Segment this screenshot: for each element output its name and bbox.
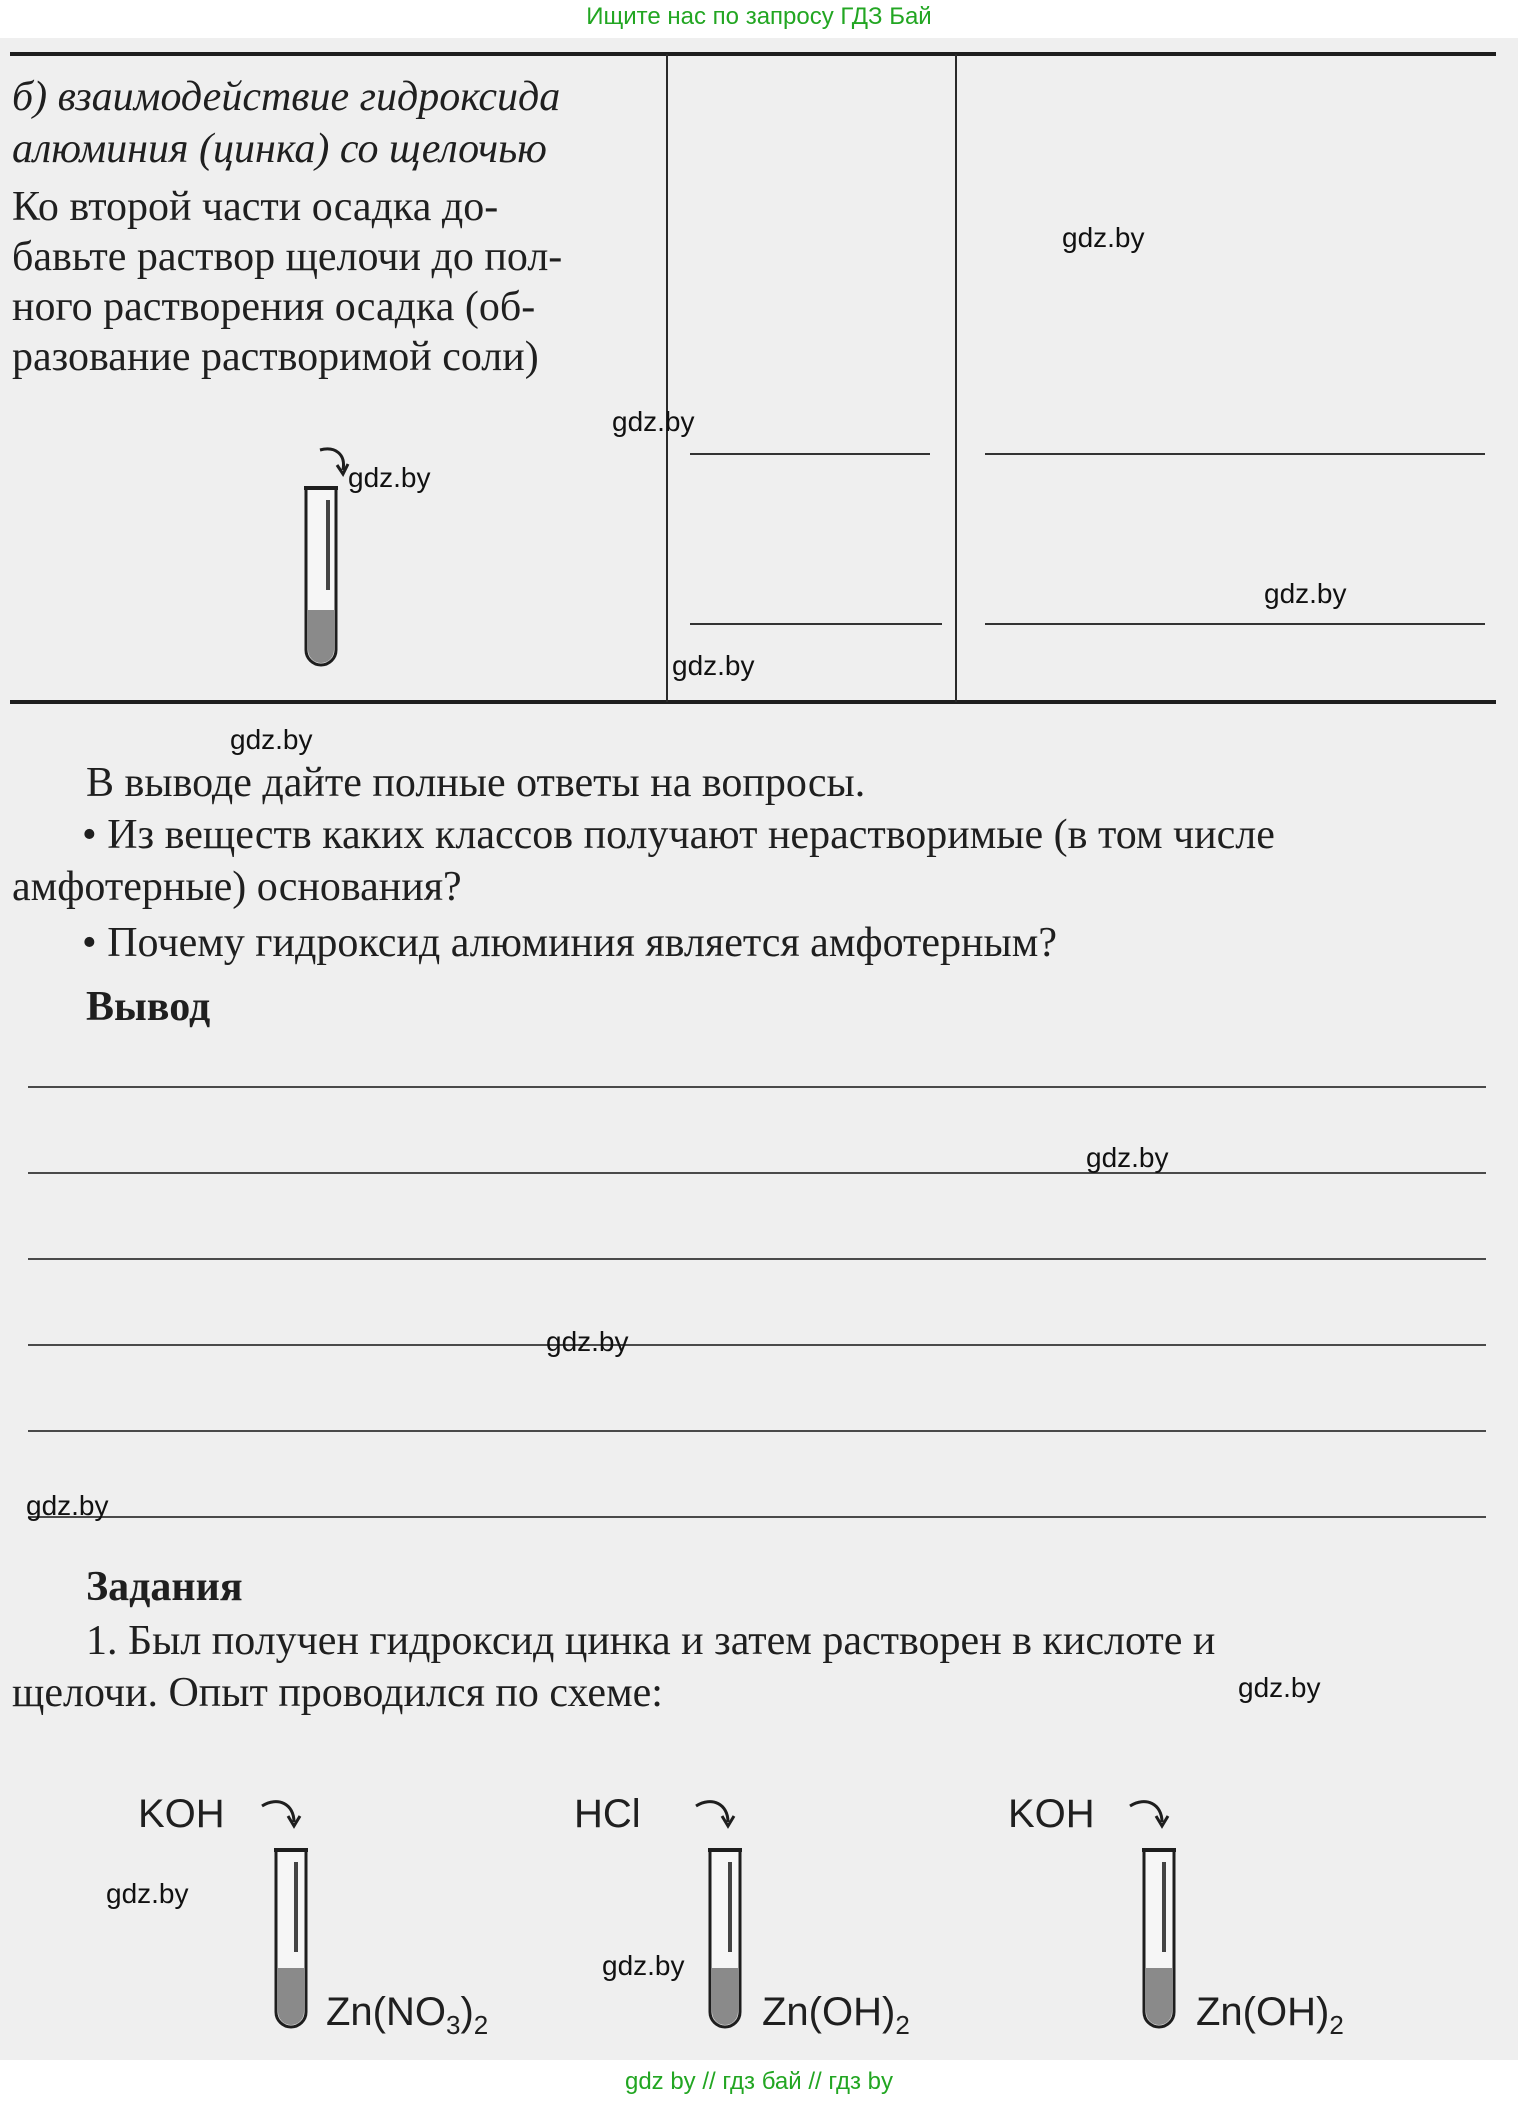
formula-sub: 2: [473, 2010, 489, 2040]
test-tube-icon: [688, 1790, 768, 2040]
task-1-line1: 1. Был получен гидроксид цинка и затем растворен в кислоте и: [86, 1618, 1216, 1664]
answer-line: [28, 1172, 1486, 1174]
watermark: gdz.by: [612, 406, 695, 437]
experiment-heading-line1: б) взаимодействие гидроксида: [12, 74, 561, 120]
top-banner: Ищите нас по запросу ГДЗ Бай: [0, 0, 1518, 36]
test-tube-icon: [1122, 1790, 1202, 2040]
formula-main: Zn(OH): [762, 1990, 896, 2034]
watermark: gdz.by: [672, 650, 755, 681]
answer-line: [28, 1086, 1486, 1088]
watermark: gdz.by: [1086, 1142, 1169, 1173]
formula-label: [762, 1990, 910, 2041]
reagent-label: KOH: [138, 1792, 225, 1836]
watermark: gdz.by: [348, 462, 431, 493]
reagent-label: KOH: [1008, 1792, 1095, 1836]
answer-line: [690, 453, 930, 455]
bullet-question: • Почему гидроксид алюминия является амфотерным?: [82, 920, 1057, 966]
task-1-line2: щелочи. Опыт проводился по схеме:: [12, 1670, 663, 1716]
experiment-heading-line2: алюминия (цинка) со щелочью: [12, 126, 547, 172]
formula-sub: 3: [446, 2010, 461, 2040]
watermark: gdz.by: [230, 724, 313, 755]
answer-line: [28, 1516, 1486, 1518]
conclusion-heading: Вывод: [86, 984, 211, 1030]
formula-main: Zn(NO: [326, 1990, 446, 2034]
instruction-line: разование растворимой соли): [12, 334, 539, 380]
bullet-question-cont: амфотерные) основания?: [12, 864, 462, 910]
watermark: gdz.by: [546, 1326, 629, 1357]
answer-line: [28, 1430, 1486, 1432]
table-bottom-rule: [10, 700, 1496, 704]
test-tube-icon: [254, 1790, 334, 2040]
experiment-heading: [12, 72, 560, 122]
instruction-line: бавьте раствор щелочи до пол-: [12, 234, 563, 280]
answer-line: [985, 623, 1485, 625]
formula-main: Zn(OH): [1196, 1990, 1330, 2034]
task-1-text: [86, 1616, 1496, 1666]
formula-label: [1196, 1990, 1344, 2041]
conclusion-intro: В выводе дайте полные ответы на вопросы.: [86, 760, 866, 806]
instruction-line: ного растворения осадка (об-: [12, 284, 536, 330]
instruction-line: Ко второй части осадка до-: [12, 184, 499, 230]
reagent-label: HCl: [574, 1792, 641, 1836]
answer-line: [28, 1258, 1486, 1260]
watermark: gdz.by: [26, 1490, 109, 1521]
answer-line: [690, 623, 942, 625]
watermark: gdz.by: [1264, 578, 1347, 609]
answer-line: [28, 1344, 1486, 1346]
formula-suffix: ): [460, 1990, 474, 2034]
watermark: gdz.by: [1238, 1672, 1321, 1703]
tasks-heading: Задания: [86, 1564, 243, 1610]
watermark: gdz.by: [1062, 222, 1145, 253]
formula-label: [326, 1990, 488, 2041]
table-divider-2: [955, 54, 957, 702]
bullet-question: • Из веществ каких классов получают нерастворимые (в том числе: [82, 812, 1275, 858]
formula-sub: 2: [895, 2010, 910, 2040]
watermark: gdz.by: [106, 1878, 189, 1909]
bottom-banner: gdz by // гдз бай // гдз by: [0, 2064, 1518, 2102]
table-divider-1: [666, 54, 668, 702]
top-rule: [10, 52, 1496, 56]
formula-sub: 2: [1329, 2010, 1344, 2040]
answer-line: [985, 453, 1485, 455]
watermark: gdz.by: [602, 1950, 685, 1981]
